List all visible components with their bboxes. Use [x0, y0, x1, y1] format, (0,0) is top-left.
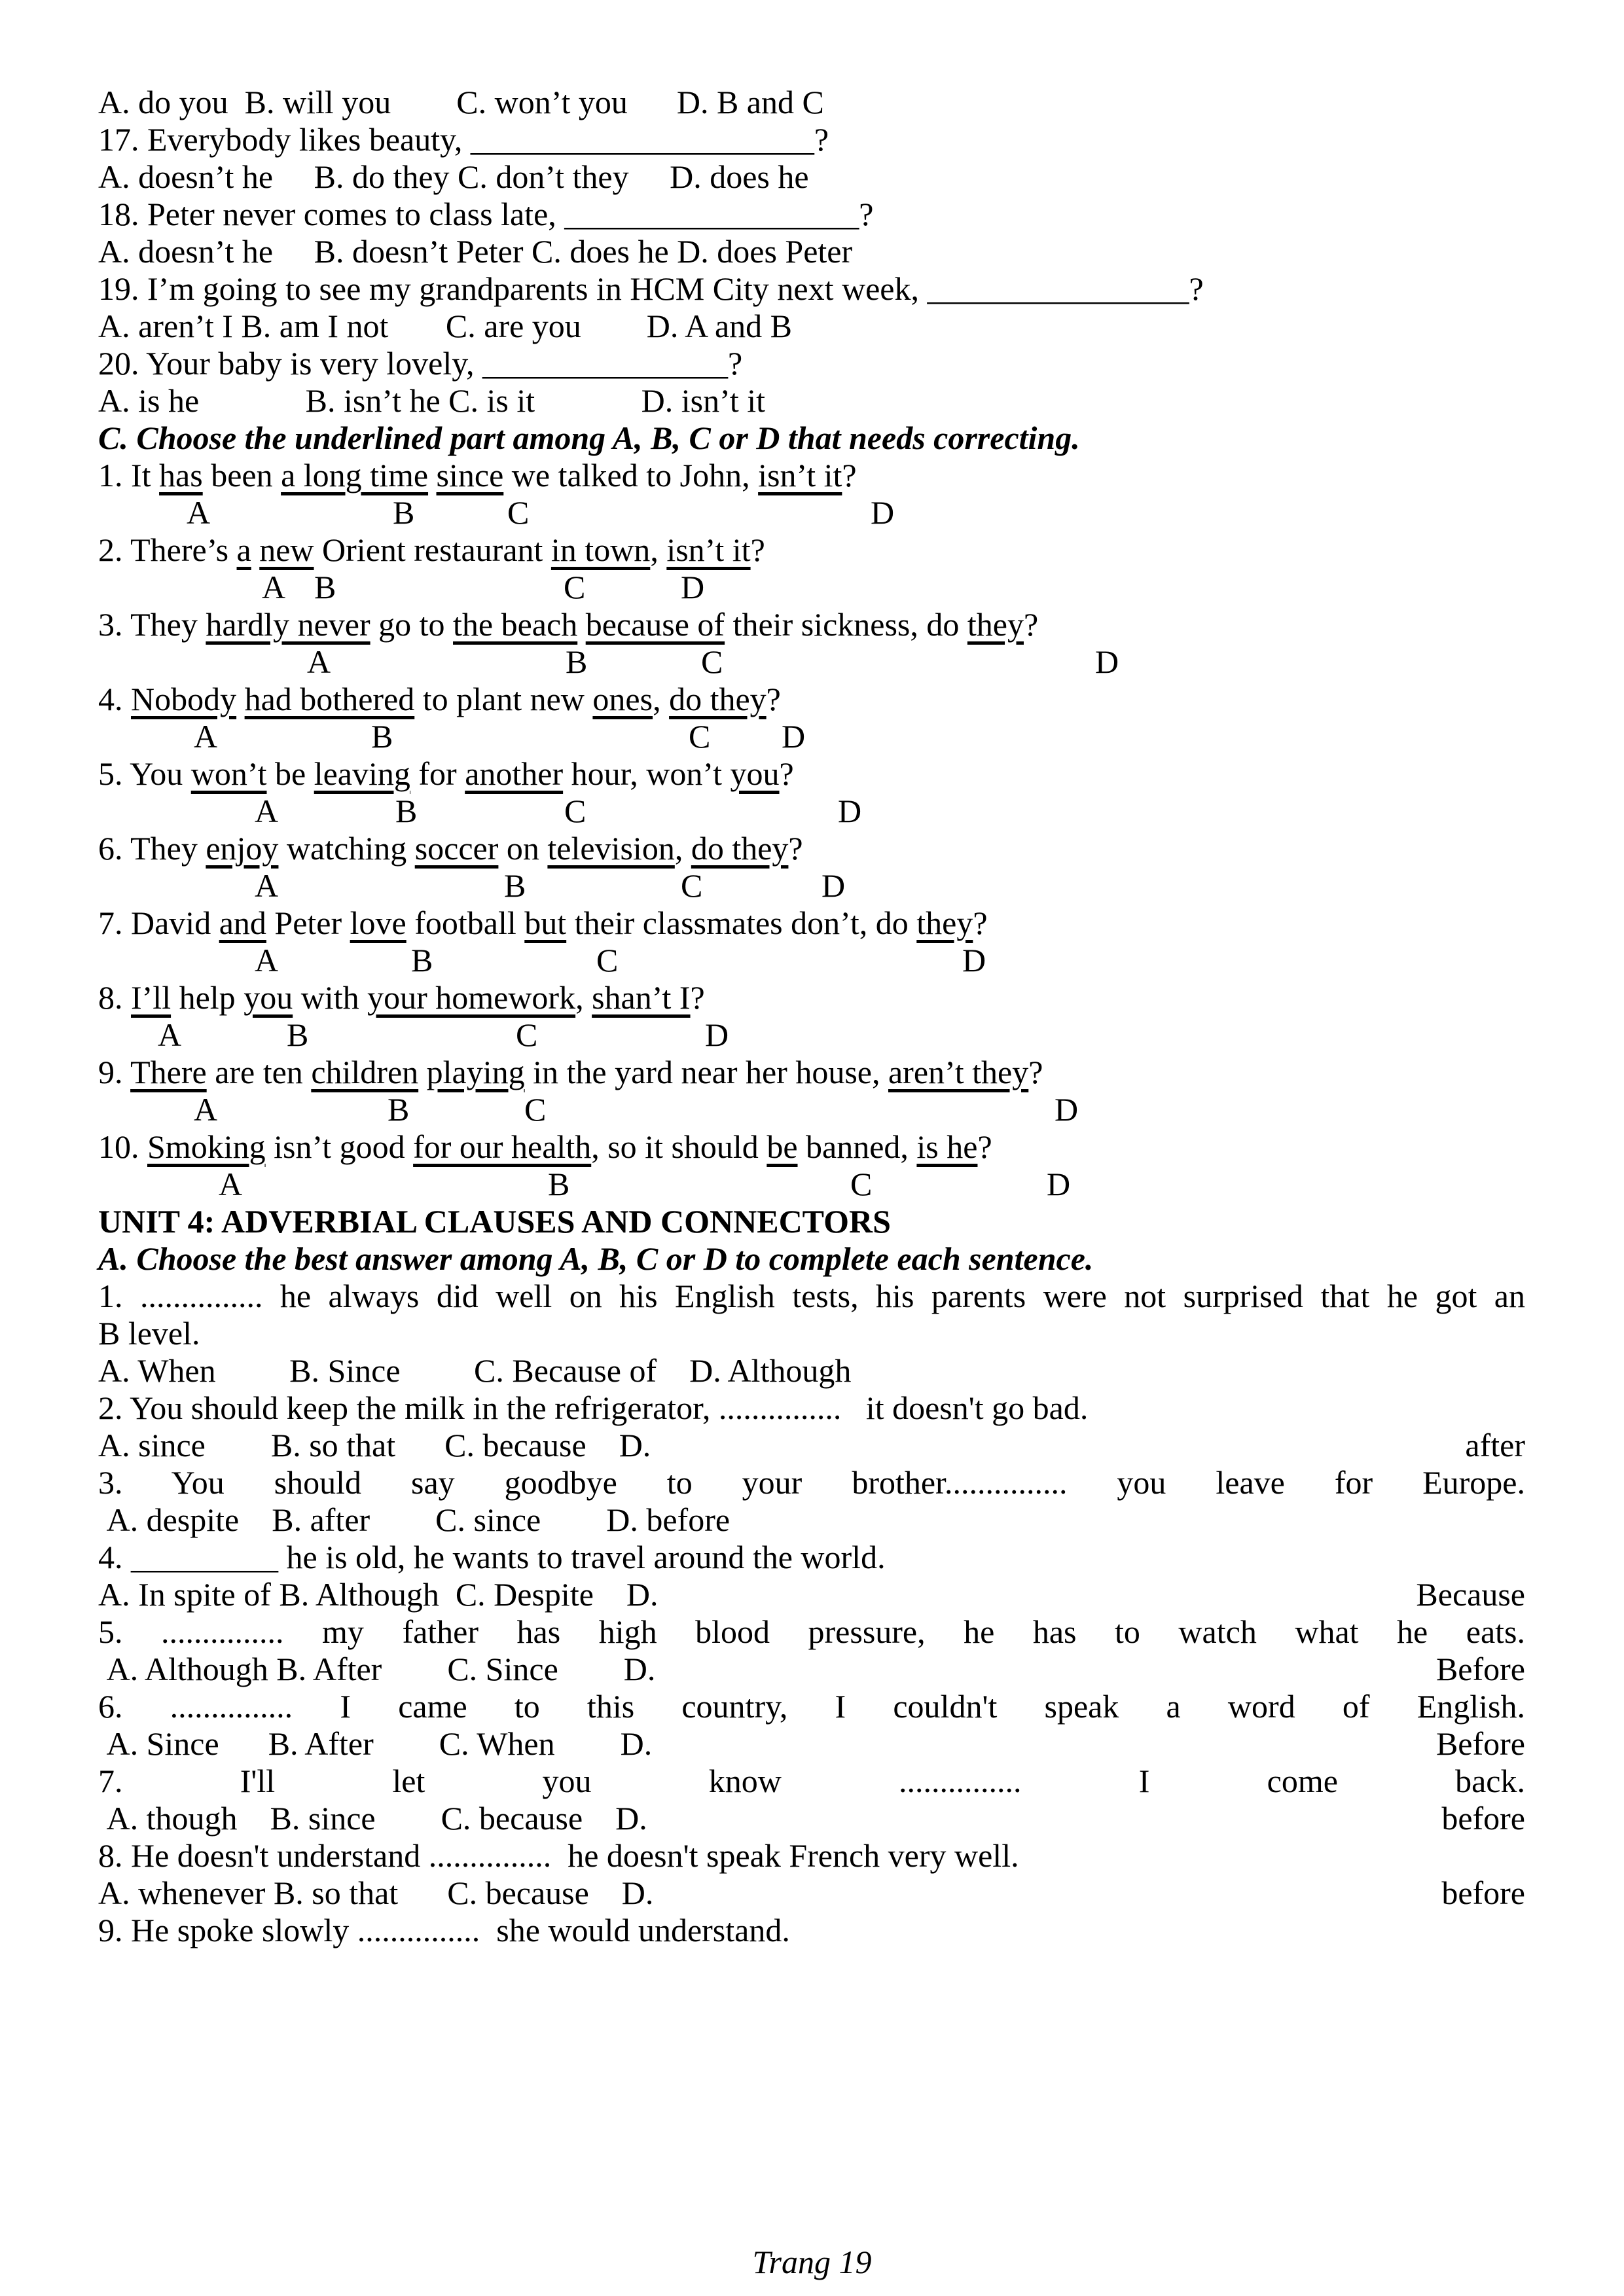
letter-d: D: [681, 569, 705, 605]
letter-a: A: [262, 569, 286, 605]
text-segment: be: [266, 755, 314, 792]
underlined-part-d: isn’t it: [758, 457, 842, 493]
text-segment: 2. There’s: [98, 531, 237, 568]
text-segment: Peter: [266, 905, 350, 941]
q16-answer-row: A. do you B. will you C. won’t you D. B and C: [98, 84, 824, 120]
c-q5-letters: [98, 793, 1525, 830]
text-segment: isn’t good: [265, 1128, 414, 1165]
c-q1-letters: [98, 494, 1525, 531]
answers-left: A. whenever B. so that C. because D.: [98, 1874, 654, 1911]
answer-d-right: before: [1441, 1800, 1525, 1837]
c-q9-letters: [98, 1091, 1525, 1128]
underlined-part-b: the beach: [453, 606, 578, 643]
u4-q3-question: 3. You should say goodbye to your brother............... you leave for Europe.: [98, 1464, 1525, 1501]
c-q6-letters: [98, 867, 1525, 905]
underlined-part-b: children: [311, 1054, 419, 1090]
underlined-part-d: shan’t I: [592, 979, 691, 1016]
text-segment: football: [406, 905, 525, 941]
q17-question: 17. Everybody likes beauty, _____________________?: [98, 121, 829, 158]
letter-c: C: [701, 643, 723, 680]
text-segment: with: [293, 979, 368, 1016]
answers-left: A. In spite of B. Although C. Despite D.: [98, 1576, 659, 1613]
underlined-part-a: won’t: [190, 755, 267, 792]
c-q10-letters: [98, 1166, 1525, 1203]
underlined-part-b: leaving: [314, 755, 410, 792]
c-q1-sentence: [98, 457, 1525, 494]
underlined-part-c: in town: [550, 531, 651, 568]
underlined-part-a: and: [219, 905, 266, 941]
letter-b: B: [411, 942, 433, 978]
underlined-part-c: because of: [585, 606, 725, 643]
underlined-part-c: another: [465, 755, 564, 792]
text-segment: banned,: [797, 1128, 917, 1165]
text-segment: ?: [750, 531, 765, 568]
q18-question: 18. Peter never comes to class late, __________________?: [98, 196, 874, 232]
text-segment: we talked to John,: [503, 457, 759, 493]
text-segment: Orient restaurant: [314, 531, 551, 568]
letter-a: A: [194, 1091, 218, 1128]
c-q2-letters: [98, 569, 1525, 606]
letter-b: B: [287, 1016, 309, 1053]
letter-a: A: [255, 793, 279, 829]
underlined-part-b: had bothered: [244, 681, 415, 717]
letter-a: A: [255, 867, 279, 904]
text-segment: on: [498, 830, 548, 867]
letter-a: A: [187, 494, 211, 531]
letter-b: B: [314, 569, 336, 605]
letter-d: D: [838, 793, 862, 829]
letter-c: C: [524, 1091, 547, 1128]
text-segment: ,: [575, 979, 592, 1016]
u4-q7-answer-row: [98, 1800, 1525, 1837]
u4-q7-question: 7. I'll let you know ............... I come back.: [98, 1763, 1525, 1799]
c-q5-sentence: [98, 755, 1525, 793]
underlined-part-a: enjoy: [206, 830, 279, 867]
letter-c: C: [689, 718, 711, 755]
text-segment: 3. They: [98, 606, 206, 643]
text-segment: hour, won’t: [563, 755, 731, 792]
c-q7-letters: [98, 942, 1525, 979]
u4-q1-line2: B level.: [98, 1315, 200, 1352]
letter-b: B: [504, 867, 526, 904]
letter-a: A: [219, 1166, 243, 1202]
text-segment: their sickness, do: [725, 606, 967, 643]
underlined-part-c: be: [767, 1128, 798, 1165]
u4-q8-question: 8. He doesn't understand ............... he doesn't speak French very well.: [98, 1837, 1019, 1874]
letter-d: D: [705, 1016, 729, 1053]
underlined-part-d: isn’t it: [666, 531, 751, 568]
c-q8-sentence: [98, 979, 1525, 1016]
underlined-part-d: is he: [916, 1128, 978, 1165]
u4-q2-answer-row: [98, 1427, 1525, 1464]
underlined-part-c: ones: [592, 681, 653, 717]
text-segment: ,: [650, 531, 667, 568]
letter-d: D: [1047, 1166, 1071, 1202]
answers-left: A. though B. since C. because D.: [98, 1800, 647, 1837]
text-segment: their classmates don’t, do: [566, 905, 917, 941]
text-segment: ?: [842, 457, 857, 493]
text-segment: [577, 606, 586, 643]
underlined-part-a: has: [159, 457, 203, 493]
underlined-part-b: new: [259, 531, 314, 568]
text-segment: are ten: [206, 1054, 312, 1090]
u4-q4-question: 4. _________ he is old, he wants to travel around the world.: [98, 1539, 886, 1575]
c-q7-sentence: [98, 905, 1525, 942]
u4-q5-question: 5. ............... my father has high blood pressure, he has to watch what he eats.: [98, 1613, 1525, 1650]
text-segment: [428, 457, 437, 493]
c-q4-letters: [98, 718, 1525, 755]
underlined-part-c: since: [436, 457, 504, 493]
c-q6-sentence: [98, 830, 1525, 867]
text-segment: go to: [370, 606, 454, 643]
text-segment: [236, 681, 245, 717]
letter-d: D: [1095, 643, 1119, 680]
answer-d-right: after: [1465, 1427, 1525, 1463]
u4-q1-answer-row: A. When B. Since C. Because of D. Although: [98, 1352, 852, 1389]
answer-d-right: Before: [1435, 1725, 1525, 1762]
text-segment: ?: [973, 905, 988, 941]
letter-b: B: [548, 1166, 570, 1202]
c-q3-sentence: [98, 606, 1525, 643]
q20-question: 20. Your baby is very lovely, _______________?: [98, 345, 743, 382]
text-segment: ,: [653, 681, 670, 717]
underlined-part-d: you: [730, 755, 780, 792]
underlined-part-b: you: [244, 979, 293, 1016]
letter-c: C: [516, 1016, 538, 1053]
c-q2-sentence: [98, 531, 1525, 569]
answer-d-right: Before: [1435, 1651, 1525, 1687]
u4-q3-answer-row: A. despite B. after C. since D. before: [98, 1501, 731, 1538]
q20-answer-row: A. is he B. isn’t he C. is it D. isn’t it: [98, 382, 766, 419]
text-segment: ?: [788, 830, 803, 867]
text-segment: 6. They: [98, 830, 206, 867]
letter-d: D: [782, 718, 806, 755]
q18-answer-row: A. doesn’t he B. doesn’t Peter C. does he D. does Peter: [98, 233, 853, 270]
text-segment: to plant new: [414, 681, 593, 717]
text-segment: 5. You: [98, 755, 191, 792]
underlined-part-a: Smoking: [147, 1128, 266, 1165]
answer-d-right: Because: [1416, 1576, 1525, 1613]
letter-d: D: [821, 867, 846, 904]
letter-a: A: [194, 718, 218, 755]
letter-c: C: [850, 1166, 873, 1202]
u4-q1-line1: 1. ............... he always did well on his English tests, his parents were not surprised that he got an: [98, 1278, 1525, 1314]
text-segment: 8.: [98, 979, 131, 1016]
c-q9-sentence: [98, 1054, 1525, 1091]
answers-left: A. Since B. After C. When D.: [98, 1725, 653, 1762]
unit4-section-a-heading: A. Choose the best answer among A, B, C or D to complete each sentence.: [98, 1240, 1094, 1277]
letter-c: C: [564, 793, 586, 829]
underlined-part-c: playing: [426, 1054, 525, 1090]
underlined-part-d: they: [967, 606, 1024, 643]
q17-answer-row: A. doesn’t he B. do they C. don’t they D. does he: [98, 158, 809, 195]
underlined-part-b: soccer: [414, 830, 499, 867]
text-segment: 10.: [98, 1128, 147, 1165]
c-q10-sentence: [98, 1128, 1525, 1166]
underlined-part-a: There: [130, 1054, 207, 1090]
underlined-part-b: for our health: [413, 1128, 592, 1165]
text-segment: been: [202, 457, 281, 493]
letter-a: A: [307, 643, 331, 680]
letter-c: C: [507, 494, 530, 531]
underlined-part-d: aren’t they: [888, 1054, 1029, 1090]
underlined-part-a: I’ll: [131, 979, 171, 1016]
underlined-part-c: your homework: [367, 979, 576, 1016]
text-segment: 1. It: [98, 457, 160, 493]
answers-left: A. since B. so that C. because D.: [98, 1427, 651, 1463]
text-segment: ?: [977, 1128, 992, 1165]
text-segment: ,: [674, 830, 691, 867]
letter-c: C: [681, 867, 703, 904]
u4-q6-question: 6. ............... I came to this country, I couldn't speak a word of English.: [98, 1688, 1525, 1725]
unit4-heading: UNIT 4: ADVERBIAL CLAUSES AND CONNECTORS: [98, 1203, 891, 1240]
underlined-part-b: love: [350, 905, 406, 941]
c-q8-letters: [98, 1016, 1525, 1054]
section-c-heading: C. Choose the underlined part among A, B, C or D that needs correcting.: [98, 420, 1080, 456]
text-segment: 7. David: [98, 905, 219, 941]
underlined-part-a: Nobody: [131, 681, 237, 717]
u4-q4-answer-row: [98, 1576, 1525, 1613]
underlined-part-c: television: [547, 830, 675, 867]
letter-d: D: [871, 494, 895, 531]
c-q4-sentence: [98, 681, 1525, 718]
letter-d: D: [1055, 1091, 1079, 1128]
letter-b: B: [393, 494, 415, 531]
c-q3-letters: [98, 643, 1525, 681]
text-segment: [251, 531, 260, 568]
u4-q9-question: 9. He spoke slowly ............... she would understand.: [98, 1912, 790, 1948]
text-segment: [418, 1054, 427, 1090]
page-number: Trang 19: [752, 2244, 872, 2280]
text-segment: in the yard near her house,: [524, 1054, 888, 1090]
text-segment: for: [410, 755, 465, 792]
text-segment: ?: [779, 755, 794, 792]
underlined-part-d: do they: [691, 830, 789, 867]
letter-d: D: [962, 942, 986, 978]
letter-c: C: [596, 942, 619, 978]
text-segment: help: [171, 979, 244, 1016]
u4-q8-answer-row: [98, 1874, 1525, 1912]
text-segment: watching: [278, 830, 415, 867]
letter-b: B: [388, 1091, 410, 1128]
text-segment: ?: [1023, 606, 1039, 643]
q19-question: 19. I’m going to see my grandparents in HCM City next week, ________________?: [98, 270, 1204, 307]
letter-b: B: [566, 643, 588, 680]
text-segment: 9.: [98, 1054, 131, 1090]
letter-b: B: [395, 793, 418, 829]
underlined-part-a: hardly never: [206, 606, 370, 643]
answers-left: A. Although B. After C. Since D.: [98, 1651, 656, 1687]
u4-q5-answer-row: [98, 1651, 1525, 1688]
text-segment: ?: [1028, 1054, 1043, 1090]
letter-b: B: [371, 718, 393, 755]
u4-q2-question: 2. You should keep the milk in the refrigerator, ............... it doesn't go bad.: [98, 1390, 1089, 1426]
text-segment: ?: [766, 681, 781, 717]
letter-a: A: [255, 942, 279, 978]
letter-c: C: [564, 569, 586, 605]
answer-d-right: before: [1441, 1874, 1525, 1911]
text-segment: , so it should: [591, 1128, 767, 1165]
q19-answer-row: A. aren’t I B. am I not C. are you D. A and B: [98, 308, 793, 344]
text-segment: ?: [690, 979, 705, 1016]
u4-q6-answer-row: [98, 1725, 1525, 1763]
letter-a: A: [158, 1016, 182, 1053]
underlined-part-b: a long time: [281, 457, 429, 493]
underlined-part-d: they: [916, 905, 973, 941]
underlined-part-d: do they: [669, 681, 767, 717]
underlined-part-c: but: [524, 905, 567, 941]
text-segment: 4.: [98, 681, 131, 717]
underlined-part-a: a: [236, 531, 251, 568]
